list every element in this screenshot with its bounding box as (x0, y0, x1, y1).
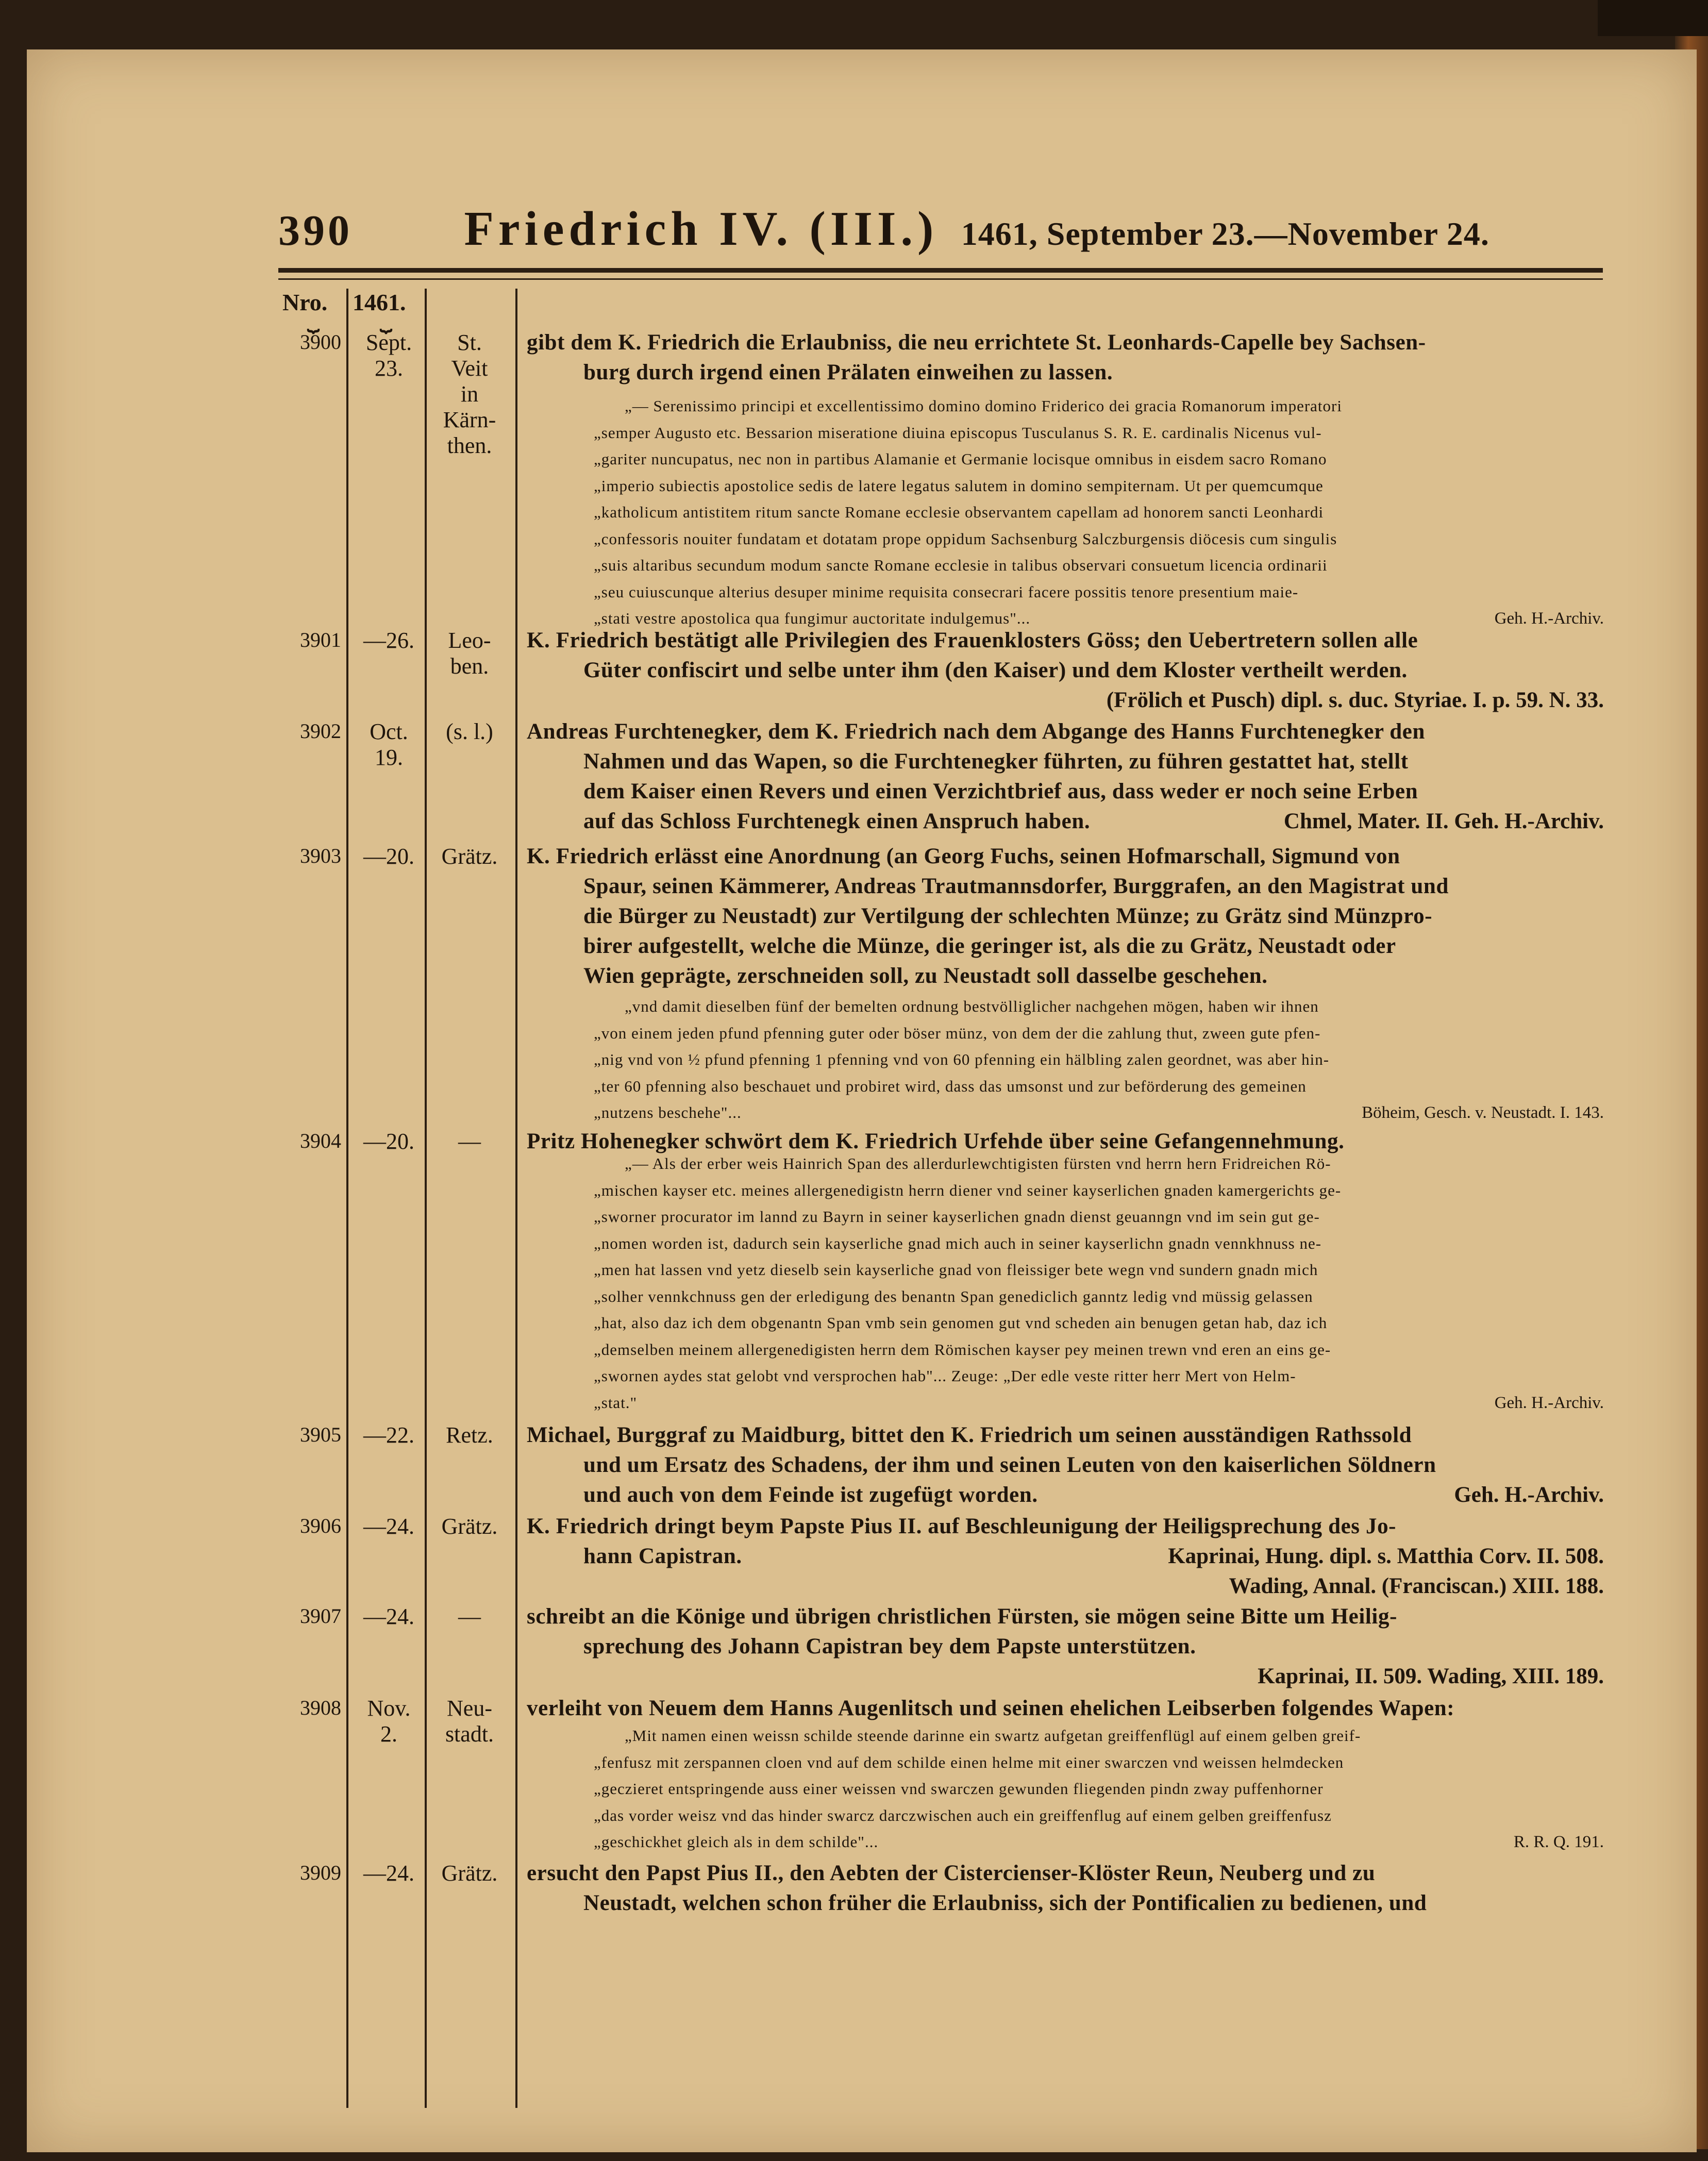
entry-date-line: —20. (363, 844, 414, 869)
quote-line: „confessoris nouiter fundatam et dotatam prope oppidum Sachsenburg Salczburgensis diöcesis cum singulis (594, 529, 1337, 548)
entry-place-line: Veit (451, 356, 488, 381)
quote-line: „stat." (594, 1393, 638, 1412)
column-divider (515, 289, 517, 2108)
entry-text-line: K. Friedrich erlässt eine Anordnung (an Georg Fuchs, seinen Hofmarschall, Sigmund von (527, 844, 1400, 868)
quote-line: „hat, also daz ich dem obgenantn Span vmb sein genomen gut vnd scheden ain benugen getan hab, daz ich (594, 1314, 1328, 1332)
column-header-year (353, 289, 420, 332)
entry-text-line: und um Ersatz des Schadens, der ihm und seinen Leuten von den kaiserlichen Söldnern (583, 1453, 1436, 1477)
source-reference: Kaprinai, II. 509. Wading, XIII. 189. (1258, 1664, 1604, 1688)
source-reference: Geh. H.-Archiv. (1494, 1393, 1604, 1412)
entry-place-line: ben. (450, 654, 489, 679)
header-rule (278, 268, 1603, 273)
column-header-nro (282, 289, 344, 332)
entry-date-line: —26. (363, 628, 414, 653)
entry-date-line: 2. (380, 1721, 397, 1747)
quote-line: „von einem jeden pfund pfenning guter oder böser münz, von dem der die zahlung thut, zween gute pfen- (594, 1024, 1321, 1042)
entry-place-line: St. (457, 330, 482, 355)
quote-line: „men hat lassen vnd yetz dieselb sein kayserliche gnad von fleissiger bete wegn vnd sundern gnadn mich (594, 1261, 1318, 1279)
entry-place-line: stadt. (445, 1721, 494, 1747)
brace-icon: ⏟ (307, 309, 320, 332)
quote-line: „— Als der erber weis Hainrich Span des allerdurlewchtigisten fürsten vnd herrn hern Fridreichen Rö- (625, 1154, 1331, 1172)
entry-place (431, 1861, 508, 1886)
entry-date-line: —22. (363, 1422, 414, 1448)
entry-date-line: Oct. (370, 719, 408, 744)
entry-place (431, 1696, 508, 1747)
source-reference: (Frölich et Pusch) dipl. s. duc. Styriae. I. p. 59. N. 33. (1106, 688, 1604, 712)
page-header (278, 201, 1489, 257)
page-title: Friedrich IV. (III.) (464, 202, 939, 256)
quote-line: „imperio subiectis apostolice sedis de latere legatus salutem in domino sempiternam. Ut per quemcumque (594, 476, 1324, 495)
page-number: 390 (278, 207, 353, 255)
source-reference: Geh. H.-Archiv. (1494, 609, 1604, 628)
entry-date (346, 719, 431, 770)
entry-date (346, 1696, 431, 1747)
source-reference: Wading, Annal. (Franciscan.) XIII. 188. (1229, 1574, 1604, 1598)
entry-text-line: birer aufgestellt, welche die Münze, die geringer ist, als die zu Grätz, Neustadt oder (583, 934, 1396, 958)
entry-text-line: Pritz Hohenegker schwört dem K. Friedrich Urfehde über seine Gefangennehmung. (527, 1129, 1345, 1153)
quote-line: „katholicum antistitem ritum sancte Romane ecclesie observantem capellam ad honorem sancti Leonhardi (594, 503, 1324, 521)
entry-text-line: burg durch irgend einen Prälaten einweihen zu lassen. (583, 360, 1113, 384)
entry-number: 3906 (300, 1514, 341, 1537)
entry-text-line: schreibt an die Könige und übrigen christlichen Fürsten, sie mögen seine Bitte um Heilig- (527, 1604, 1397, 1629)
entry-text-line: verleiht von Neuem dem Hanns Augenlitsch und seinen ehelichen Leibserben folgendes Wapen: (527, 1696, 1455, 1720)
quote-line: „nomen worden ist, dadurch sein kayserliche gnad mich auch in seiner kayserlichn gnadn vennkhnuss ne- (594, 1234, 1322, 1252)
entry-date-line: Nov. (367, 1696, 411, 1721)
entry-number: 3900 (300, 330, 341, 354)
quote-line: „nutzens beschehe"... (594, 1103, 742, 1121)
quote-line: „nig vnd von ½ pfund pfenning 1 pfenning vnd von 60 pfenning ein hälbling zalen geordnet, was aber hin- (594, 1050, 1330, 1068)
entry-text-line: Wien geprägte, zerschneiden soll, zu Neustadt soll dasselbe geschehen. (583, 964, 1268, 988)
source-reference: Geh. H.-Archiv. (1454, 1483, 1604, 1507)
entry-text-line: sprechung des Johann Capistran bey dem Papste unterstützen. (583, 1634, 1196, 1659)
entry-place-line: Retz. (446, 1422, 493, 1448)
quote-line: „— Serenissimo principi et excellentissimo domino domino Friderico dei gracia Romanorum imperatori (625, 397, 1342, 415)
entry-text-line: und auch von dem Feinde ist zugefügt worden. (583, 1483, 1038, 1507)
quote-line: „fenfusz mit zerspannen cloen vnd auf dem schilde einen helme mit einer swarczen vnd weissen helmdecken (594, 1753, 1344, 1771)
entry-date-line: Sept. (365, 330, 412, 355)
entry-place-line: — (458, 1129, 481, 1154)
entry-text-line: ersucht den Papst Pius II., den Aebten der Cistercienser-Klöster Reun, Neuberg und zu (527, 1861, 1376, 1885)
entry-text-line: dem Kaiser einen Revers und einen Verzichtbrief aus, dass weder er noch seine Erben (583, 779, 1418, 803)
entry-date (346, 1129, 431, 1154)
entry-date-line: 23. (375, 356, 403, 381)
entry-place-line: (s. l.) (446, 719, 493, 744)
quote-line: „gariter nuncupatus, nec non in partibus Alamanie et Germanie locisque omnibus in eisdem sacro Romano (594, 450, 1327, 468)
entry-text-line: auf das Schloss Furchtenegk einen Anspruch haben. (583, 809, 1091, 833)
quote-line: „mischen kayser etc. meines allergenedigistn herrn diener vnd seiner kayserlichen gnaden kamergerichts ge- (594, 1181, 1342, 1199)
quote-line: „suis altaribus secundum modum sancte Romane ecclesie in talibus observari consuetum licencia ordinarii (594, 556, 1328, 574)
column-header-year-label: 1461. (353, 289, 406, 315)
entry-number: 3909 (300, 1861, 341, 1884)
entry-number: 3904 (300, 1129, 341, 1152)
source-reference: R. R. Q. 191. (1513, 1833, 1604, 1851)
entry-place-line: then. (447, 433, 492, 458)
date-range: 1461, September 23.—November 24. (961, 215, 1489, 252)
quote-line: „ter 60 pfenning also beschauet und probiret wird, dass das umsonst und zur beförderung des gemeinen (594, 1077, 1307, 1095)
entry-number: 3905 (300, 1423, 341, 1446)
entry-number: 3901 (300, 628, 341, 651)
entry-place (431, 330, 508, 459)
entry-text-line: Neustadt, welchen schon früher die Erlaubniss, sich der Pontificalien zu bedienen, und (583, 1891, 1427, 1915)
entry-date (346, 844, 431, 869)
entry-date-line: —24. (363, 1514, 414, 1539)
quote-line: „sworner procurator im lannd zu Bayrn in seiner kayserlichen gnadn dienst geuanngn vnd im sein gut ge- (594, 1208, 1320, 1226)
entry-place (431, 1129, 508, 1154)
quote-line: „semper Augusto etc. Bessarion miseratione diuina episcopus Tusculanus S. R. E. cardinalis Nicenus vul- (594, 423, 1322, 442)
entry-place-line: Grätz. (441, 844, 498, 869)
entry-date-line: 19. (375, 745, 403, 770)
entry-place-line: Leo- (448, 628, 491, 653)
entry-place (431, 844, 508, 869)
quote-line: „geschickhet gleich als in dem schilde"... (594, 1833, 879, 1851)
brace-icon: ⏟ (380, 309, 392, 332)
entry-place-line: Grätz. (441, 1861, 498, 1886)
entry-date (346, 1514, 431, 1539)
header-rule-thin (278, 278, 1603, 280)
entry-place-line: Kärn- (443, 407, 496, 432)
quote-line: „Mit namen einen weissn schilde steende darinne ein swartz aufgetan greiffenflügl auf einem gelben greif- (625, 1727, 1361, 1745)
entry-place-line: Grätz. (441, 1514, 498, 1539)
quote-line: „swornen aydes stat gelobt vnd versprochen hab"... Zeuge: „Der edle veste ritter herr Mert von Helm- (594, 1367, 1296, 1385)
entry-date-line: —20. (363, 1129, 414, 1154)
entry-place (431, 719, 508, 745)
quote-line: „seu cuiuscunque alterius desuper minime requisita consecrari facere possitis tenore presentium maie- (594, 582, 1299, 601)
column-divider (425, 289, 427, 2108)
entry-text-line: Michael, Burggraf zu Maidburg, bittet den K. Friedrich um seinen ausständigen Rathssold (527, 1423, 1412, 1447)
entry-date (346, 1861, 431, 1886)
entry-number: 3902 (300, 719, 341, 743)
entry-date (346, 1422, 431, 1448)
entry-place-line: — (458, 1604, 481, 1629)
quote-line: „vnd damit dieselben fünf der bemelten ordnung bestvölliglicher nachgehen mögen, haben wir ihnen (625, 997, 1319, 1015)
entry-number: 3903 (300, 844, 341, 867)
entry-date-line: —24. (363, 1604, 414, 1629)
entry-place-line: in (460, 381, 479, 407)
entry-place (431, 1604, 508, 1630)
entry-text-line: die Bürger zu Neustadt) zur Vertilgung der schlechten Münze; zu Grätz sind Münzpro- (583, 904, 1433, 928)
quote-line: „stati vestre apostolica qua fungimur auctoritate indulgemus"... (594, 609, 1031, 627)
column-header-nro-label: Nro. (282, 289, 328, 315)
entry-text-line: Spaur, seinen Kämmerer, Andreas Trautmannsdorfer, Burggrafen, an den Magistrat und (583, 874, 1449, 898)
source-reference: Böheim, Gesch. v. Neustadt. I. 143. (1362, 1103, 1604, 1122)
entry-place-line: Neu- (447, 1696, 492, 1721)
quote-line: „demselben meinem allergenedigisten herrn dem Römischen kayser pey meinen trewn vnd eren an eins ge- (594, 1340, 1331, 1359)
book-edge-top (1598, 0, 1708, 36)
column-divider (346, 289, 348, 2108)
entry-text-line: K. Friedrich bestätigt alle Privilegien des Frauenklosters Göss; den Uebertretern sollen alle (527, 628, 1418, 652)
entry-date (346, 330, 431, 381)
source-reference: Kaprinai, Hung. dipl. s. Matthia Corv. II. 508. (1168, 1544, 1604, 1568)
quote-line: „geczieret entspringende auss einer weissen vnd swarczen gewunden fliegenden pindn zway puffenhorner (594, 1780, 1324, 1798)
entry-text-line: gibt dem K. Friedrich die Erlaubniss, die neu errichtete St. Leonhards-Capelle bey Sachsen- (527, 330, 1426, 355)
entry-text-line: Andreas Furchtenegker, dem K. Friedrich nach dem Abgange des Hanns Furchtenegker den (527, 719, 1425, 744)
entry-text-line: Nahmen und das Wapen, so die Furchtenegker führten, zu führen gestattet hat, stellt (583, 749, 1409, 774)
entry-date (346, 1604, 431, 1630)
entry-text-line: Güter confiscirt und selbe unter ihm (den Kaiser) und dem Kloster vertheilt werden. (583, 658, 1408, 682)
entry-place (431, 1422, 508, 1448)
entry-date (346, 628, 431, 654)
entry-place (431, 1514, 508, 1539)
entry-date-line: —24. (363, 1861, 414, 1886)
quote-line: „das vorder weisz vnd das hinder swarcz darczwischen auch ein greiffenflug auf einem gelben greiffenfusz (594, 1806, 1332, 1824)
source-reference: Chmel, Mater. II. Geh. H.-Archiv. (1283, 809, 1604, 833)
entry-number: 3908 (300, 1696, 341, 1719)
entry-text-line: hann Capistran. (583, 1544, 742, 1568)
entry-text-line: K. Friedrich dringt beym Papste Pius II. auf Beschleunigung der Heiligsprechung des Jo- (527, 1514, 1397, 1538)
entry-place (431, 628, 508, 679)
entry-number: 3907 (300, 1604, 341, 1628)
quote-line: „solher vennkchnuss gen der erledigung des benantn Span genediclich ganntz ledig vnd müssig gelassen (594, 1287, 1313, 1305)
